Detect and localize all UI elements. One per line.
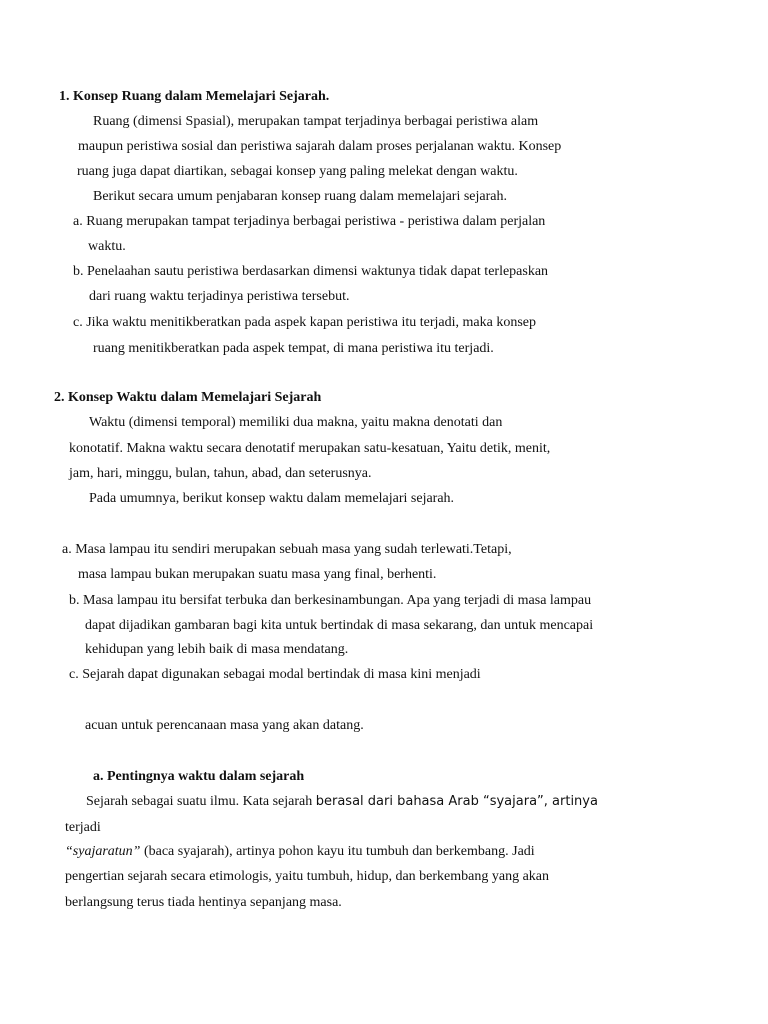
section2-item: kehidupan yang lebih baik di masa mendatang.: [85, 642, 349, 657]
subsection-heading: a. Pentingnya waktu dalam sejarah: [93, 769, 305, 784]
section1-para-line: ruang juga dapat diartikan, sebagai konsep yang paling melekat dengan waktu.: [77, 164, 518, 179]
section1-para-line: maupun peristiwa sosial dan peristiwa sajarah dalam proses perjalanan waktu. Konsep: [78, 139, 562, 154]
section1-item: dari ruang waktu terjadinya peristiwa tersebut.: [89, 289, 350, 304]
section1-heading: 1. Konsep Ruang dalam Memelajari Sejarah.: [59, 89, 330, 104]
section1-item: b. Penelaahan sautu peristiwa berdasarkan dimensi waktunya tidak dapat terlepaskan: [73, 264, 549, 279]
subsection-para-line: terjadi: [65, 820, 101, 835]
section2-intro: Pada umumnya, berikut konsep waktu dalam memelajari sejarah.: [89, 491, 455, 506]
section2-para-line: konotatif. Makna waktu secara denotatif merupakan satu-kesatuan, Yaitu detik, menit,: [69, 441, 551, 456]
section1-para-line: Ruang (dimensi Spasial), merupakan tampat terjadinya berbagai peristiwa alam: [93, 114, 539, 129]
section1-intro: Berikut secara umum penjabaran konsep ruang dalam memelajari sejarah.: [93, 189, 507, 204]
subsection-para-line: berlangsung terus tiada hentinya sepanjang masa.: [65, 895, 342, 910]
section1-item: c. Jika waktu menitikberatkan pada aspek kapan peristiwa itu terjadi, maka konsep: [73, 315, 537, 330]
section2-para-line: jam, hari, minggu, bulan, tahun, abad, dan seterusnya.: [69, 466, 372, 481]
subsection-para-line: [86, 794, 598, 810]
section1-item: a. Ruang merupakan tampat terjadinya berbagai peristiwa - peristiwa dalam perjalan: [73, 214, 546, 229]
subsection-line1-serif: Sejarah sebagai suatu ilmu. Kata sejarah: [86, 794, 316, 809]
subsection-line1-sans: berasal dari bahasa Arab “syajara”, artinya: [315, 794, 598, 809]
section2-item: a. Masa lampau itu sendiri merupakan sebuah masa yang sudah terlewati.Tetapi,: [62, 542, 512, 557]
section2-item: b. Masa lampau itu bersifat terbuka dan berkesinambungan. Apa yang terjadi di masa lampau: [69, 593, 592, 608]
section2-item: c. Sejarah dapat digunakan sebagai modal bertindak di masa kini menjadi: [69, 667, 481, 682]
subsection-line3-rest: (baca syajarah), artinya pohon kayu itu tumbuh dan berkembang. Jadi: [140, 844, 535, 859]
section2-para-line: Waktu (dimensi temporal) memiliki dua makna, yaitu makna denotati dan: [89, 415, 503, 430]
section2-item: masa lampau bukan merupakan suatu masa yang final, berhenti.: [78, 567, 437, 582]
section2-item: acuan untuk perencanaan masa yang akan datang.: [85, 718, 364, 733]
section1-item: ruang menitikberatkan pada aspek tempat, di mana peristiwa itu terjadi.: [93, 341, 494, 356]
subsection-para-line: [65, 844, 535, 860]
section1-item: waktu.: [88, 239, 126, 254]
section2-heading: 2. Konsep Waktu dalam Memelajari Sejarah: [54, 390, 322, 405]
section2-item: dapat dijadikan gambaran bagi kita untuk bertindak di masa sekarang, dan untuk mencapai: [85, 618, 594, 633]
subsection-para-line: pengertian sejarah secara etimologis, yaitu tumbuh, hidup, dan berkembang yang akan: [65, 869, 550, 884]
subsection-line3-italic: “syajaratun”: [65, 844, 141, 859]
